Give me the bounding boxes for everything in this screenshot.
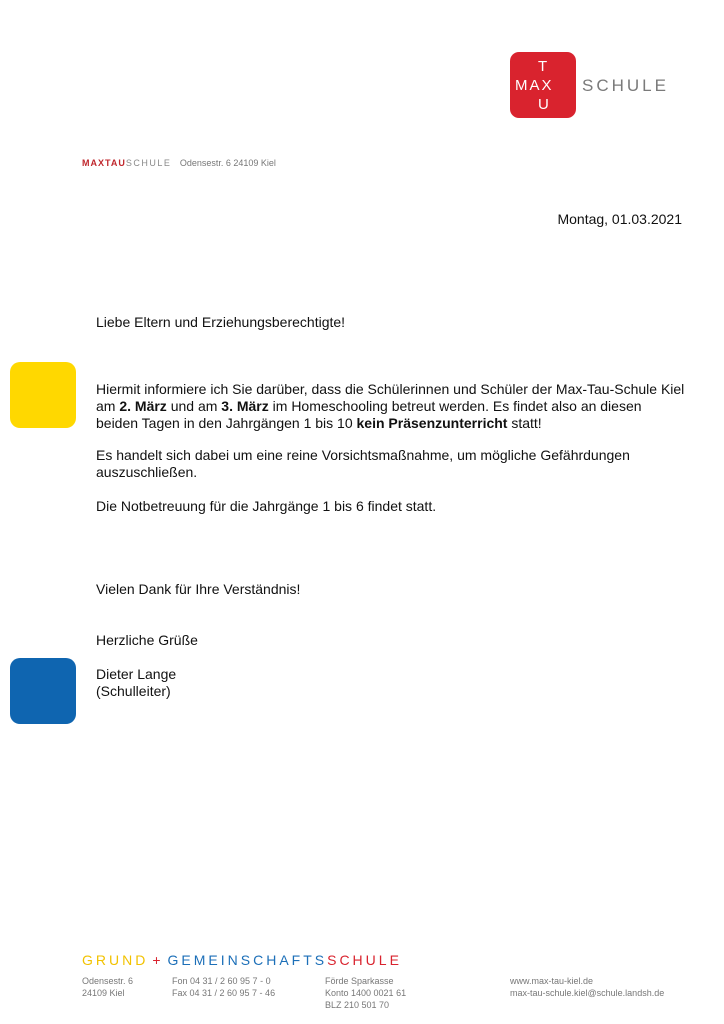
greeting: Herzliche Grüße — [96, 632, 198, 648]
footer-bank-name: Förde Sparkasse — [325, 976, 394, 986]
p1-date-2: 3. März — [221, 398, 269, 414]
logo-letter-u: U — [538, 96, 550, 113]
p1-emphasis: kein Präsenzunterricht — [356, 415, 508, 431]
footer-phone — [172, 975, 275, 999]
yellow-square-decoration — [10, 362, 76, 428]
sender-schule: SCHULE — [125, 158, 172, 168]
footer-contact — [510, 975, 664, 999]
salutation: Liebe Eltern und Erziehungsberechtigte! — [96, 314, 346, 330]
signature-block — [96, 666, 686, 700]
logo-letters-max: MAX — [515, 77, 554, 94]
p1-date-1: 2. März — [119, 398, 167, 414]
footer-email-link: max-tau-schule.kiel@schule.landsh.de — [510, 988, 665, 998]
blue-square-decoration — [10, 658, 76, 724]
footer-address-street: Odensestr. 6 — [82, 976, 134, 986]
footer-address-city: 24109 Kiel — [82, 988, 125, 998]
logo-red-box — [510, 52, 576, 118]
sender-line — [82, 158, 276, 168]
p1-text-g: statt! — [507, 415, 542, 431]
sender-maxtau: MAXTAU — [82, 158, 126, 168]
footer-bank-blz: BLZ 210 501 70 — [325, 1000, 390, 1010]
footer-website-link: www.max-tau-kiel.de — [510, 976, 594, 986]
footer-school-type — [82, 952, 402, 968]
signer-role: (Schulleiter) — [96, 683, 171, 699]
footer-grund: GRUND — [82, 952, 149, 968]
paragraph-homeschooling — [96, 381, 686, 432]
p1-text-e: im Homeschooling betreut werden. Es findet also an diesen beiden Tagen in den Jahrgängen 1 bis 10 — [96, 398, 642, 431]
footer-bank — [325, 975, 406, 1011]
school-logo — [510, 52, 690, 118]
footer-gemeinschafts: GEMEINSCHAFTS — [167, 952, 328, 968]
letter-date: Montag, 01.03.2021 — [557, 211, 682, 227]
footer-plus: + — [152, 952, 164, 968]
sender-address: Odensestr. 6 24109 Kiel — [179, 158, 276, 168]
footer-fax: Fax 04 31 / 2 60 95 7 - 46 — [172, 988, 276, 998]
thanks-line: Vielen Dank für Ihre Verständnis! — [96, 581, 301, 597]
signer-name: Dieter Lange — [96, 666, 177, 682]
p1-text-c: und am — [166, 398, 222, 414]
logo-wordmark: SCHULE — [582, 76, 669, 95]
footer-bank-account: Konto 1400 0021 61 — [325, 988, 407, 998]
footer-fon: Fon 04 31 / 2 60 95 7 - 0 — [172, 976, 271, 986]
logo-letter-t: T — [538, 58, 549, 75]
footer-address — [82, 975, 133, 999]
paragraph-emergency-care: Die Notbetreuung für die Jahrgänge 1 bis 6 findet statt. — [96, 498, 437, 514]
p1-text-a: Hiermit informiere ich Sie darüber, dass die Schülerinnen und Schüler der Max-Tau-Schule Kiel am — [96, 381, 685, 414]
footer-schule: SCHULE — [327, 952, 402, 968]
paragraph-precaution: Es handelt sich dabei um eine reine Vorsichtsmaßnahme, um mögliche Gefährdungen auszuschließen. — [96, 447, 630, 480]
